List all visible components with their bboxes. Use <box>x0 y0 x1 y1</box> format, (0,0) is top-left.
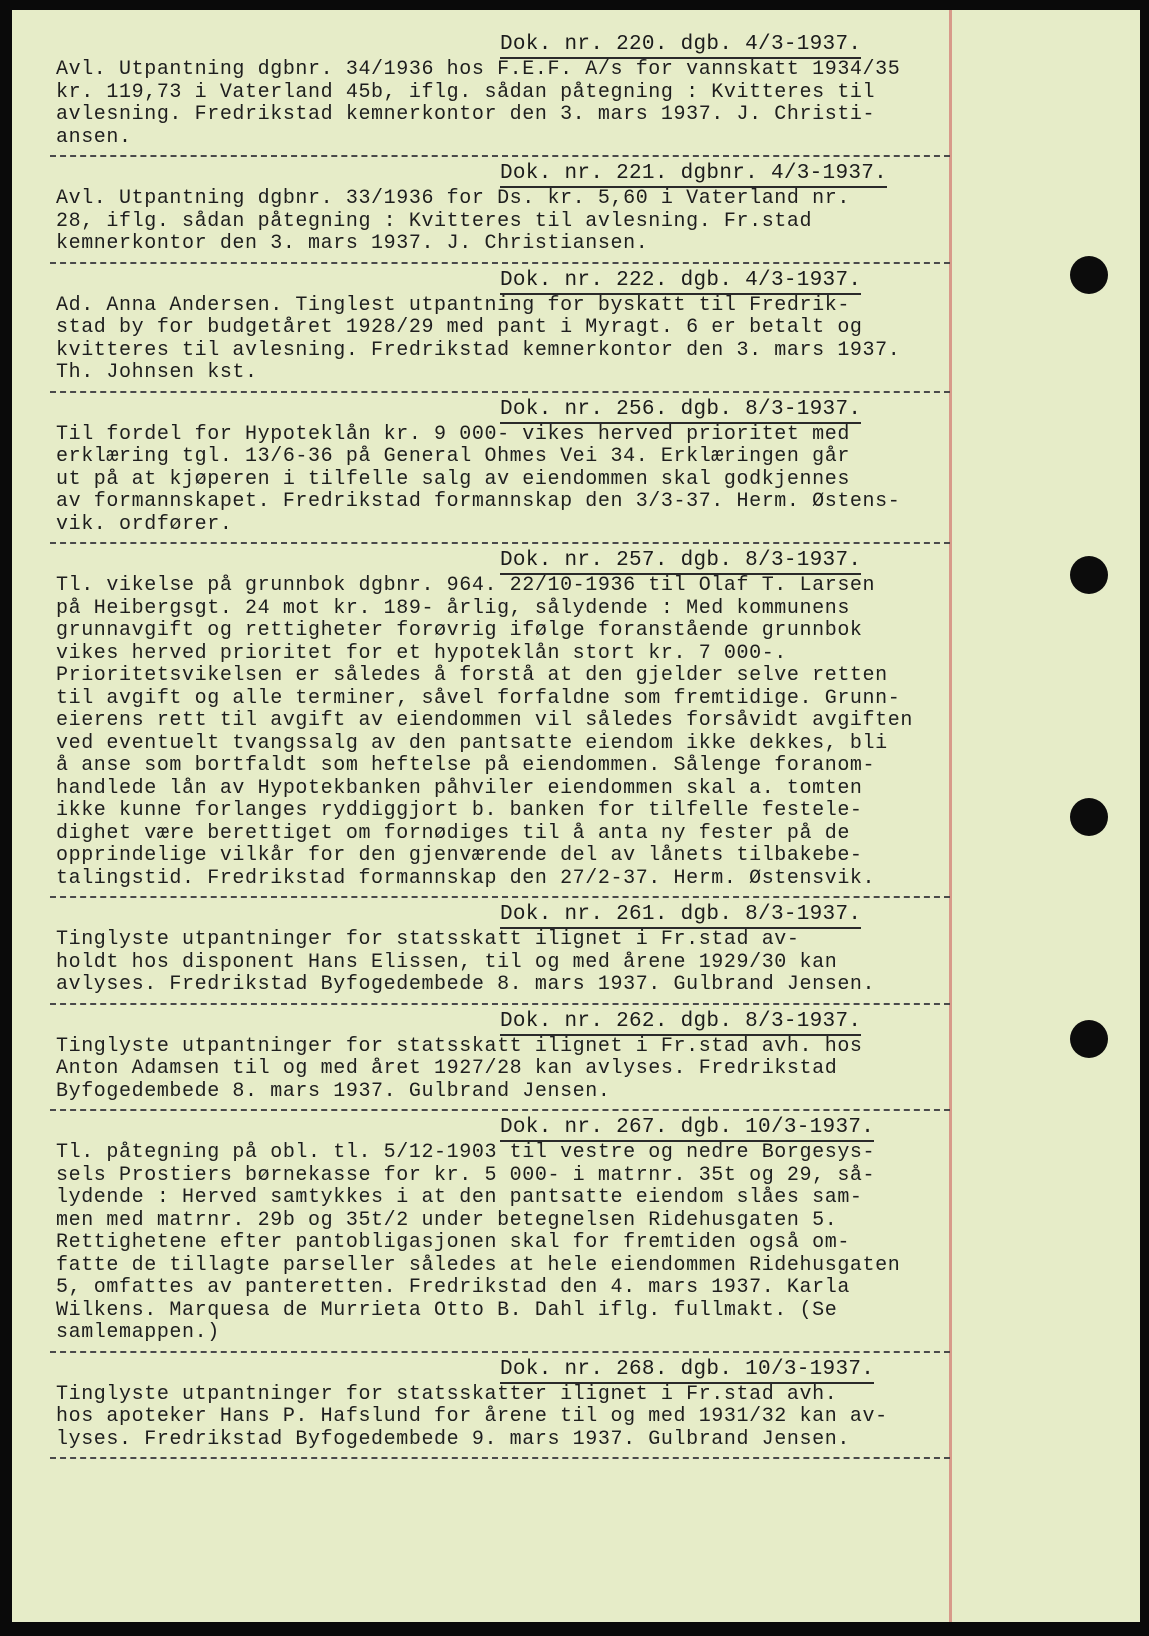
entry-separator <box>50 155 950 157</box>
entry-text: Ad. Anna Andersen. Tinglest utpantning for byskatt til Fredrik- stad by for budgetåret 1928/29 med pant i Myragt. 6 er betalt og kvitteres til avlesning. Fredrikstad kemnerkontor den 3. mars 1937. Th. Johnsen kst. <box>56 293 901 384</box>
entry-261 <box>12 904 1140 1005</box>
entry-heading: Dok. nr. 221. dgbnr. 4/3-1937. <box>500 163 887 188</box>
entry-heading: Dok. nr. 220. dgb. 4/3-1937. <box>500 34 861 59</box>
entry-separator <box>50 391 950 393</box>
entry-heading: Dok. nr. 262. dgb. 8/3-1937. <box>500 1011 861 1036</box>
entry-heading: Dok. nr. 222. dgb. 4/3-1937. <box>500 270 861 295</box>
entry-text: Tinglyste utpantninger for statsskatt ilignet i Fr.stad av- holdt hos disponent Hans Elissen, til og med årene 1929/30 kan avlyses. Fredrikstad Byfogedembede 8. mars 1937. Gulbrand Jensen. <box>56 928 876 996</box>
entry-heading: Dok. nr. 267. dgb. 10/3-1937. <box>500 1117 874 1142</box>
entry-separator <box>50 542 950 544</box>
entry-text: Tinglyste utpantninger for statsskatt ilignet i Fr.stad avh. hos Anton Adamsen til og med året 1927/28 kan avlyses. Fredrikstad Byfogedembede 8. mars 1937. Gulbrand Jensen. <box>56 1034 863 1103</box>
entry-separator <box>50 1003 950 1005</box>
entry-heading: Dok. nr. 268. dgb. 10/3-1937. <box>500 1359 874 1384</box>
entry-text: Tinglyste utpantninger for statsskatter ilignet i Fr.stad avh. hos apoteker Hans P. Hafslund for årene til og med 1931/32 kan av- lyses. Fredrikstad Byfogedembede 9. mars 1937. Gulbrand Jensen. <box>56 1382 888 1451</box>
register-entries <box>12 10 1140 1465</box>
entry-267 <box>12 1117 1140 1353</box>
entry-262 <box>12 1011 1140 1112</box>
entry-separator <box>50 1109 950 1111</box>
entry-text: Tl. påtegning på obl. tl. 5/12-1903 til vestre og nedre Borgesys- sels Prostiers børnekasse for kr. 5 000- i matrnr. 35t og 29, så- lydende : Herved samtykkes i at den pantsatte eiendom slåes sam- men med matrnr. 29b og 35t/2 under betegnelsen Ridehusgaten 5. Rettighetene efter pantobligasjonen skal for fremtiden også om- fatte de tillagte parseller således at hele eiendommen Ridehusgaten 5, omfattes av panteretten. Fredrikstad den 4. mars 1937. Karla Wilkens. Marquesa de Murrieta Otto B. Dahl iflg. fullmakt. (Se samlemappen.) <box>56 1141 901 1344</box>
entry-221 <box>12 163 1140 264</box>
entry-257 <box>12 550 1140 898</box>
entry-separator <box>50 262 950 264</box>
entry-222 <box>12 270 1140 393</box>
entry-heading: Dok. nr. 257. dgb. 8/3-1937. <box>500 550 861 575</box>
entry-heading: Dok. nr. 256. dgb. 8/3-1937. <box>500 399 861 424</box>
document-page <box>12 10 1140 1622</box>
entry-text: Tl. vikelse på grunnbok dgbnr. 964. 22/10-1936 til Olaf T. Larsen på Heibergsgt. 24 mot kr. 189- årlig, sålydende : Med kommunens grunnavgift og rettigheter forøvrig ifølge foranstående grunnbok vikes herved prioritet for et hypoteklån stort kr. 7 000-. Prioritetsvikelsen er således å forstå at den gjelder selve retten til avgift og alle terminer, såvel forfaldne som fremtidige. Grunn- eierens rett til avgift av eiendommen vil således forsåvidt avgiften ved eventuelt tvangssalg av den pantsatte eiendom ikke dekkes, bli å anse som bortfaldt som heftelse på eiendommen. Sålenge foranom- handlede lån av Hypotekbanken påhviler eiendommen skal a. tomten ikke kunne forlanges ryddiggjort b. banken for tilfelle festele- dighet være berettiget om fornødiges til å anta ny fester på de opprindelige vilkår for den gjenværende del av lånets tilbakebe- talingstid. Fredrikstad formannskap den 27/2-37. Herm. Østensvik. <box>56 574 913 890</box>
entry-separator <box>50 1351 950 1353</box>
entry-220 <box>12 10 1140 157</box>
entry-heading: Dok. nr. 261. dgb. 8/3-1937. <box>500 904 861 929</box>
entry-text: Avl. Utpantning dgbnr. 34/1936 hos F.E.F. A/s for vannskatt 1934/35 kr. 119,73 i Vaterland 45b, iflg. sådan påtegning : Kvitteres til avlesning. Fredrikstad kemnerkontor den 3. mars 1937. J. Christi- ansen. <box>56 58 901 149</box>
entry-256 <box>12 399 1140 545</box>
entry-separator <box>50 1457 950 1459</box>
entry-separator <box>50 896 950 898</box>
entry-text: Til fordel for Hypoteklån kr. 9 000- vikes herved prioritet med erklæring tgl. 13/6-36 på General Ohmes Vei 34. Erklæringen går ut på at kjøperen i tilfelle salg av eiendommen skal godkjennes av formannskapet. Fredrikstad formannskap den 3/3-37. Herm. Østens- vik. ordfører. <box>56 422 901 536</box>
entry-text: Avl. Utpantning dgbnr. 33/1936 for Ds. kr. 5,60 i Vaterland nr. 28, iflg. sådan påtegning : Kvitteres til avlesning. Fr.stad kemnerkontor den 3. mars 1937. J. Christiansen. <box>56 187 850 255</box>
entry-268 <box>12 1359 1140 1460</box>
